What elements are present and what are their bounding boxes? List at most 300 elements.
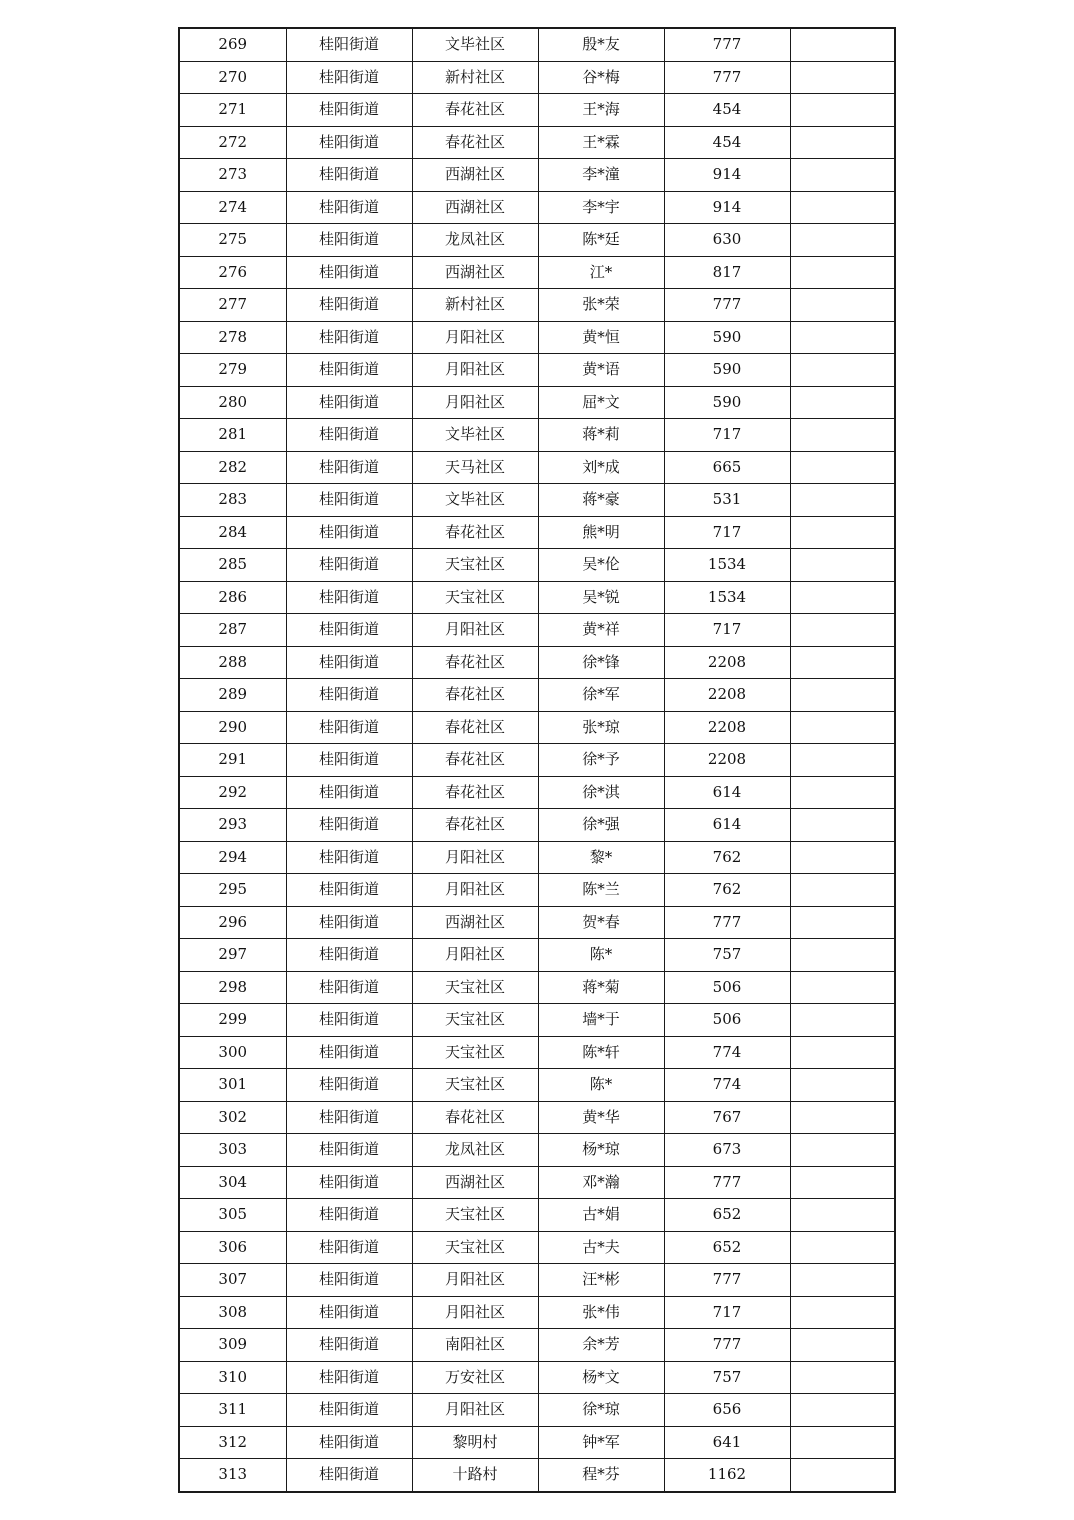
- remark-cell: [790, 1394, 895, 1427]
- street-cell: 桂阳街道: [286, 776, 412, 809]
- remark-cell: [790, 809, 895, 842]
- name-cell: 墙*于: [538, 1004, 664, 1037]
- name-cell: 张*琼: [538, 711, 664, 744]
- row-number-cell: 288: [179, 646, 286, 679]
- name-cell: 陈*: [538, 939, 664, 972]
- name-cell: 蒋*豪: [538, 484, 664, 517]
- row-number-cell: 284: [179, 516, 286, 549]
- remark-cell: [790, 1134, 895, 1167]
- name-cell: 杨*琼: [538, 1134, 664, 1167]
- row-number-cell: 291: [179, 744, 286, 777]
- amount-cell: 454: [664, 94, 790, 127]
- amount-cell: 762: [664, 874, 790, 907]
- amount-cell: 1534: [664, 549, 790, 582]
- name-cell: 古*娟: [538, 1199, 664, 1232]
- remark-cell: [790, 289, 895, 322]
- table-row: [179, 1296, 895, 1329]
- remark-cell: [790, 1004, 895, 1037]
- amount-cell: 590: [664, 321, 790, 354]
- row-number-cell: 299: [179, 1004, 286, 1037]
- community-cell: 天宝社区: [412, 1069, 538, 1102]
- community-cell: 天宝社区: [412, 1004, 538, 1037]
- name-cell: 吴*锐: [538, 581, 664, 614]
- table-row: [179, 614, 895, 647]
- remark-cell: [790, 874, 895, 907]
- community-cell: 文毕社区: [412, 419, 538, 452]
- table-row: [179, 28, 895, 61]
- name-cell: 李*潼: [538, 159, 664, 192]
- name-cell: 王*海: [538, 94, 664, 127]
- remark-cell: [790, 516, 895, 549]
- row-number-cell: 296: [179, 906, 286, 939]
- name-cell: 徐*予: [538, 744, 664, 777]
- street-cell: 桂阳街道: [286, 1329, 412, 1362]
- table-row: [179, 159, 895, 192]
- name-cell: 徐*强: [538, 809, 664, 842]
- table-row: [179, 711, 895, 744]
- amount-cell: 777: [664, 1329, 790, 1362]
- street-cell: 桂阳街道: [286, 126, 412, 159]
- name-cell: 邓*瀚: [538, 1166, 664, 1199]
- name-cell: 熊*明: [538, 516, 664, 549]
- amount-cell: 656: [664, 1394, 790, 1427]
- table-row: [179, 484, 895, 517]
- table-row: [179, 1361, 895, 1394]
- row-number-cell: 311: [179, 1394, 286, 1427]
- amount-cell: 673: [664, 1134, 790, 1167]
- community-cell: 月阳社区: [412, 939, 538, 972]
- street-cell: 桂阳街道: [286, 581, 412, 614]
- table-row: [179, 1134, 895, 1167]
- remark-cell: [790, 94, 895, 127]
- community-cell: 天宝社区: [412, 581, 538, 614]
- row-number-cell: 310: [179, 1361, 286, 1394]
- amount-cell: 590: [664, 386, 790, 419]
- remark-cell: [790, 1101, 895, 1134]
- street-cell: 桂阳街道: [286, 159, 412, 192]
- table-row: [179, 1069, 895, 1102]
- table-row: [179, 354, 895, 387]
- row-number-cell: 277: [179, 289, 286, 322]
- remark-cell: [790, 1264, 895, 1297]
- remark-cell: [790, 419, 895, 452]
- table-row: [179, 1459, 895, 1492]
- name-cell: 蒋*莉: [538, 419, 664, 452]
- table-row: [179, 94, 895, 127]
- remark-cell: [790, 484, 895, 517]
- community-cell: 春花社区: [412, 516, 538, 549]
- community-cell: 文毕社区: [412, 28, 538, 61]
- table-row: [179, 386, 895, 419]
- amount-cell: 777: [664, 28, 790, 61]
- name-cell: 谷*梅: [538, 61, 664, 94]
- amount-cell: 531: [664, 484, 790, 517]
- name-cell: 陈*: [538, 1069, 664, 1102]
- row-number-cell: 305: [179, 1199, 286, 1232]
- row-number-cell: 300: [179, 1036, 286, 1069]
- community-cell: 西湖社区: [412, 256, 538, 289]
- row-number-cell: 279: [179, 354, 286, 387]
- street-cell: 桂阳街道: [286, 321, 412, 354]
- remark-cell: [790, 451, 895, 484]
- community-cell: 春花社区: [412, 126, 538, 159]
- name-cell: 陈*轩: [538, 1036, 664, 1069]
- community-cell: 天宝社区: [412, 1036, 538, 1069]
- table-row: [179, 809, 895, 842]
- street-cell: 桂阳街道: [286, 1036, 412, 1069]
- name-cell: 黎*: [538, 841, 664, 874]
- street-cell: 桂阳街道: [286, 386, 412, 419]
- community-cell: 西湖社区: [412, 906, 538, 939]
- community-cell: 南阳社区: [412, 1329, 538, 1362]
- remark-cell: [790, 61, 895, 94]
- remark-cell: [790, 1231, 895, 1264]
- table-row: [179, 419, 895, 452]
- community-cell: 龙凤社区: [412, 1134, 538, 1167]
- remark-cell: [790, 126, 895, 159]
- row-number-cell: 272: [179, 126, 286, 159]
- remark-cell: [790, 614, 895, 647]
- amount-cell: 777: [664, 1264, 790, 1297]
- amount-cell: 717: [664, 1296, 790, 1329]
- row-number-cell: 290: [179, 711, 286, 744]
- table-row: [179, 744, 895, 777]
- amount-cell: 717: [664, 419, 790, 452]
- row-number-cell: 312: [179, 1426, 286, 1459]
- remark-cell: [790, 1166, 895, 1199]
- row-number-cell: 275: [179, 224, 286, 257]
- community-cell: 新村社区: [412, 289, 538, 322]
- table-row: [179, 1036, 895, 1069]
- amount-cell: 614: [664, 776, 790, 809]
- amount-cell: 2208: [664, 711, 790, 744]
- community-cell: 万安社区: [412, 1361, 538, 1394]
- remark-cell: [790, 354, 895, 387]
- remark-cell: [790, 1296, 895, 1329]
- row-number-cell: 270: [179, 61, 286, 94]
- row-number-cell: 286: [179, 581, 286, 614]
- street-cell: 桂阳街道: [286, 614, 412, 647]
- street-cell: 桂阳街道: [286, 1426, 412, 1459]
- remark-cell: [790, 971, 895, 1004]
- name-cell: 徐*锋: [538, 646, 664, 679]
- street-cell: 桂阳街道: [286, 549, 412, 582]
- community-cell: 西湖社区: [412, 159, 538, 192]
- community-cell: 春花社区: [412, 94, 538, 127]
- table-row: [179, 581, 895, 614]
- amount-cell: 1534: [664, 581, 790, 614]
- roster-table: [178, 27, 896, 1493]
- street-cell: 桂阳街道: [286, 256, 412, 289]
- street-cell: 桂阳街道: [286, 1134, 412, 1167]
- table-row: [179, 61, 895, 94]
- street-cell: 桂阳街道: [286, 451, 412, 484]
- amount-cell: 652: [664, 1199, 790, 1232]
- name-cell: 程*芬: [538, 1459, 664, 1492]
- remark-cell: [790, 1459, 895, 1492]
- community-cell: 西湖社区: [412, 1166, 538, 1199]
- name-cell: 徐*淇: [538, 776, 664, 809]
- street-cell: 桂阳街道: [286, 744, 412, 777]
- row-number-cell: 271: [179, 94, 286, 127]
- roster-sheet: [178, 27, 894, 1493]
- community-cell: 月阳社区: [412, 1394, 538, 1427]
- community-cell: 春花社区: [412, 711, 538, 744]
- community-cell: 春花社区: [412, 744, 538, 777]
- remark-cell: [790, 1329, 895, 1362]
- street-cell: 桂阳街道: [286, 94, 412, 127]
- table-row: [179, 874, 895, 907]
- row-number-cell: 292: [179, 776, 286, 809]
- community-cell: 十路村: [412, 1459, 538, 1492]
- community-cell: 春花社区: [412, 646, 538, 679]
- amount-cell: 914: [664, 159, 790, 192]
- name-cell: 吴*伦: [538, 549, 664, 582]
- table-row: [179, 1101, 895, 1134]
- amount-cell: 717: [664, 614, 790, 647]
- amount-cell: 777: [664, 61, 790, 94]
- amount-cell: 762: [664, 841, 790, 874]
- street-cell: 桂阳街道: [286, 1361, 412, 1394]
- community-cell: 天宝社区: [412, 1199, 538, 1232]
- remark-cell: [790, 321, 895, 354]
- street-cell: 桂阳街道: [286, 874, 412, 907]
- table-row: [179, 289, 895, 322]
- row-number-cell: 301: [179, 1069, 286, 1102]
- row-number-cell: 273: [179, 159, 286, 192]
- community-cell: 天宝社区: [412, 1231, 538, 1264]
- table-row: [179, 776, 895, 809]
- amount-cell: 630: [664, 224, 790, 257]
- amount-cell: 652: [664, 1231, 790, 1264]
- street-cell: 桂阳街道: [286, 224, 412, 257]
- street-cell: 桂阳街道: [286, 484, 412, 517]
- remark-cell: [790, 1069, 895, 1102]
- table-row: [179, 516, 895, 549]
- remark-cell: [790, 776, 895, 809]
- row-number-cell: 278: [179, 321, 286, 354]
- community-cell: 月阳社区: [412, 321, 538, 354]
- name-cell: 钟*军: [538, 1426, 664, 1459]
- street-cell: 桂阳街道: [286, 971, 412, 1004]
- table-row: [179, 256, 895, 289]
- remark-cell: [790, 256, 895, 289]
- row-number-cell: 306: [179, 1231, 286, 1264]
- row-number-cell: 295: [179, 874, 286, 907]
- remark-cell: [790, 906, 895, 939]
- street-cell: 桂阳街道: [286, 1101, 412, 1134]
- remark-cell: [790, 1361, 895, 1394]
- name-cell: 屈*文: [538, 386, 664, 419]
- amount-cell: 590: [664, 354, 790, 387]
- name-cell: 黄*华: [538, 1101, 664, 1134]
- street-cell: 桂阳街道: [286, 28, 412, 61]
- street-cell: 桂阳街道: [286, 809, 412, 842]
- table-row: [179, 321, 895, 354]
- name-cell: 徐*琼: [538, 1394, 664, 1427]
- community-cell: 月阳社区: [412, 614, 538, 647]
- table-row: [179, 451, 895, 484]
- table-row: [179, 1329, 895, 1362]
- table-row: [179, 971, 895, 1004]
- street-cell: 桂阳街道: [286, 1394, 412, 1427]
- name-cell: 李*宇: [538, 191, 664, 224]
- community-cell: 文毕社区: [412, 484, 538, 517]
- community-cell: 天宝社区: [412, 549, 538, 582]
- street-cell: 桂阳街道: [286, 1199, 412, 1232]
- community-cell: 月阳社区: [412, 1296, 538, 1329]
- street-cell: 桂阳街道: [286, 711, 412, 744]
- table-row: [179, 841, 895, 874]
- community-cell: 春花社区: [412, 809, 538, 842]
- remark-cell: [790, 386, 895, 419]
- name-cell: 古*夫: [538, 1231, 664, 1264]
- row-number-cell: 297: [179, 939, 286, 972]
- row-number-cell: 303: [179, 1134, 286, 1167]
- row-number-cell: 293: [179, 809, 286, 842]
- remark-cell: [790, 939, 895, 972]
- street-cell: 桂阳街道: [286, 1231, 412, 1264]
- street-cell: 桂阳街道: [286, 354, 412, 387]
- community-cell: 西湖社区: [412, 191, 538, 224]
- street-cell: 桂阳街道: [286, 939, 412, 972]
- community-cell: 天马社区: [412, 451, 538, 484]
- community-cell: 新村社区: [412, 61, 538, 94]
- name-cell: 张*荣: [538, 289, 664, 322]
- street-cell: 桂阳街道: [286, 61, 412, 94]
- street-cell: 桂阳街道: [286, 1004, 412, 1037]
- row-number-cell: 302: [179, 1101, 286, 1134]
- street-cell: 桂阳街道: [286, 841, 412, 874]
- row-number-cell: 283: [179, 484, 286, 517]
- remark-cell: [790, 549, 895, 582]
- amount-cell: 506: [664, 1004, 790, 1037]
- street-cell: 桂阳街道: [286, 1296, 412, 1329]
- amount-cell: 2208: [664, 646, 790, 679]
- community-cell: 春花社区: [412, 679, 538, 712]
- table-row: [179, 126, 895, 159]
- row-number-cell: 285: [179, 549, 286, 582]
- community-cell: 月阳社区: [412, 354, 538, 387]
- row-number-cell: 294: [179, 841, 286, 874]
- table-row: [179, 1166, 895, 1199]
- remark-cell: [790, 191, 895, 224]
- name-cell: 蒋*菊: [538, 971, 664, 1004]
- table-row: [179, 191, 895, 224]
- amount-cell: 777: [664, 289, 790, 322]
- table-row: [179, 1231, 895, 1264]
- row-number-cell: 309: [179, 1329, 286, 1362]
- name-cell: 陈*兰: [538, 874, 664, 907]
- street-cell: 桂阳街道: [286, 289, 412, 322]
- remark-cell: [790, 1036, 895, 1069]
- community-cell: 月阳社区: [412, 386, 538, 419]
- amount-cell: 717: [664, 516, 790, 549]
- amount-cell: 817: [664, 256, 790, 289]
- remark-cell: [790, 1426, 895, 1459]
- table-row: [179, 224, 895, 257]
- community-cell: 春花社区: [412, 1101, 538, 1134]
- name-cell: 殷*友: [538, 28, 664, 61]
- name-cell: 王*霖: [538, 126, 664, 159]
- street-cell: 桂阳街道: [286, 1166, 412, 1199]
- name-cell: 陈*廷: [538, 224, 664, 257]
- row-number-cell: 289: [179, 679, 286, 712]
- amount-cell: 777: [664, 906, 790, 939]
- street-cell: 桂阳街道: [286, 1069, 412, 1102]
- name-cell: 余*芳: [538, 1329, 664, 1362]
- table-row: [179, 679, 895, 712]
- remark-cell: [790, 1199, 895, 1232]
- table-row: [179, 939, 895, 972]
- community-cell: 月阳社区: [412, 1264, 538, 1297]
- row-number-cell: 308: [179, 1296, 286, 1329]
- street-cell: 桂阳街道: [286, 1264, 412, 1297]
- amount-cell: 774: [664, 1069, 790, 1102]
- amount-cell: 1162: [664, 1459, 790, 1492]
- roster-table-body: [179, 28, 895, 1492]
- name-cell: 刘*成: [538, 451, 664, 484]
- remark-cell: [790, 679, 895, 712]
- table-row: [179, 1199, 895, 1232]
- table-row: [179, 1004, 895, 1037]
- name-cell: 徐*军: [538, 679, 664, 712]
- name-cell: 黄*恒: [538, 321, 664, 354]
- community-cell: 月阳社区: [412, 874, 538, 907]
- remark-cell: [790, 646, 895, 679]
- name-cell: 杨*文: [538, 1361, 664, 1394]
- street-cell: 桂阳街道: [286, 419, 412, 452]
- remark-cell: [790, 744, 895, 777]
- table-row: [179, 549, 895, 582]
- community-cell: 月阳社区: [412, 841, 538, 874]
- table-row: [179, 1264, 895, 1297]
- row-number-cell: 276: [179, 256, 286, 289]
- table-row: [179, 646, 895, 679]
- row-number-cell: 307: [179, 1264, 286, 1297]
- row-number-cell: 280: [179, 386, 286, 419]
- amount-cell: 757: [664, 939, 790, 972]
- row-number-cell: 282: [179, 451, 286, 484]
- name-cell: 贺*春: [538, 906, 664, 939]
- remark-cell: [790, 224, 895, 257]
- street-cell: 桂阳街道: [286, 679, 412, 712]
- street-cell: 桂阳街道: [286, 516, 412, 549]
- amount-cell: 506: [664, 971, 790, 1004]
- amount-cell: 614: [664, 809, 790, 842]
- street-cell: 桂阳街道: [286, 906, 412, 939]
- remark-cell: [790, 841, 895, 874]
- name-cell: 江*: [538, 256, 664, 289]
- amount-cell: 665: [664, 451, 790, 484]
- amount-cell: 757: [664, 1361, 790, 1394]
- table-row: [179, 906, 895, 939]
- amount-cell: 454: [664, 126, 790, 159]
- name-cell: 黄*语: [538, 354, 664, 387]
- community-cell: 春花社区: [412, 776, 538, 809]
- amount-cell: 767: [664, 1101, 790, 1134]
- row-number-cell: 313: [179, 1459, 286, 1492]
- amount-cell: 777: [664, 1166, 790, 1199]
- community-cell: 黎明村: [412, 1426, 538, 1459]
- remark-cell: [790, 28, 895, 61]
- row-number-cell: 281: [179, 419, 286, 452]
- row-number-cell: 274: [179, 191, 286, 224]
- name-cell: 张*伟: [538, 1296, 664, 1329]
- remark-cell: [790, 581, 895, 614]
- street-cell: 桂阳街道: [286, 646, 412, 679]
- table-row: [179, 1426, 895, 1459]
